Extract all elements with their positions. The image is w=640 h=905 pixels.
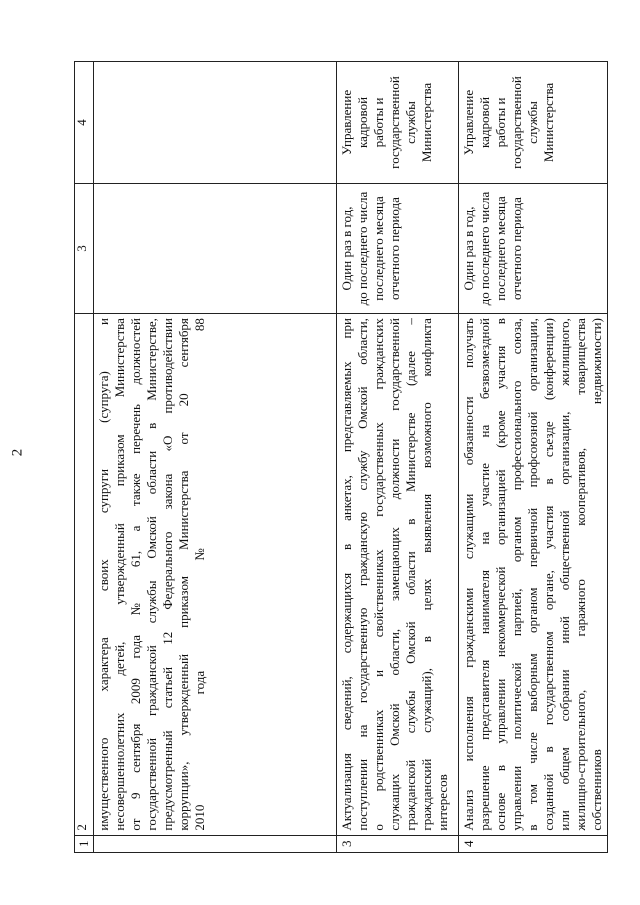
row-description: Актуализация сведений, содержащихся в анкетах, представляемых при поступлении на государственную гражданскую службу Омской области, о родственниках и свойственниках государственных гражданских служащих Омской области, замещающих должности государственной гражданской службы Омской области в Министерстве (далее – гражданский служащий), в целях выявления возможного конфликта интересов xyxy=(337,314,459,836)
column-header-2: 2 xyxy=(75,314,94,836)
table-header-row xyxy=(75,62,94,853)
table-row xyxy=(94,62,337,853)
row-description: Анализ исполнения гражданскими служащими обязанности получать разрешение представителя нанимателя на участие на безвозмездной основе в управлении некоммерческой организацией (кроме участия в управлении политической партией, органом профессионального союза, в том числе выборным органом первичной профсоюзной организации, созданной в государственном органе, участия в съезде (конференции) или общем собрании иной общественной организации, жилищного, жилищно-строительного, гаражного кооперативов, товарищества собственников недвижимости) xyxy=(459,314,608,836)
measures-table xyxy=(74,61,608,853)
row-term: Один раз в год, до последнего числа последнего месяца отчетного периода xyxy=(459,183,608,313)
table-row xyxy=(459,62,608,853)
row-responsible: Управление кадровой работы и государственной службы Министерства xyxy=(459,62,608,184)
row-description: имущественного характера своих супруги (супруга) и несовершеннолетних детей, утвержденный приказом Министерства от 9 сентября 2009 года № 61, а также перечень должностей государственной гражданской службы Омской области в Министерстве, предусмотренный статьей 12 Федерального закона «О противодействии коррупции», утвержденный приказом Министерства от 20 сентября 2010 года № 88 xyxy=(94,314,337,836)
row-responsible xyxy=(94,62,337,184)
row-number: 4 xyxy=(459,835,608,852)
row-number: 3 xyxy=(337,835,459,852)
column-header-4: 4 xyxy=(75,62,94,184)
row-responsible: Управление кадровой работы и государственной службы Министерства xyxy=(337,62,459,184)
row-number xyxy=(94,835,337,852)
column-header-3: 3 xyxy=(75,183,94,313)
table-row xyxy=(337,62,459,853)
page-number: 2 xyxy=(9,448,26,457)
row-term: Один раз в год, до последнего числа последнего месяца отчетного периода xyxy=(337,183,459,313)
column-header-1: 1 xyxy=(75,835,94,852)
rotated-table-container xyxy=(74,61,608,853)
row-term xyxy=(94,183,337,313)
